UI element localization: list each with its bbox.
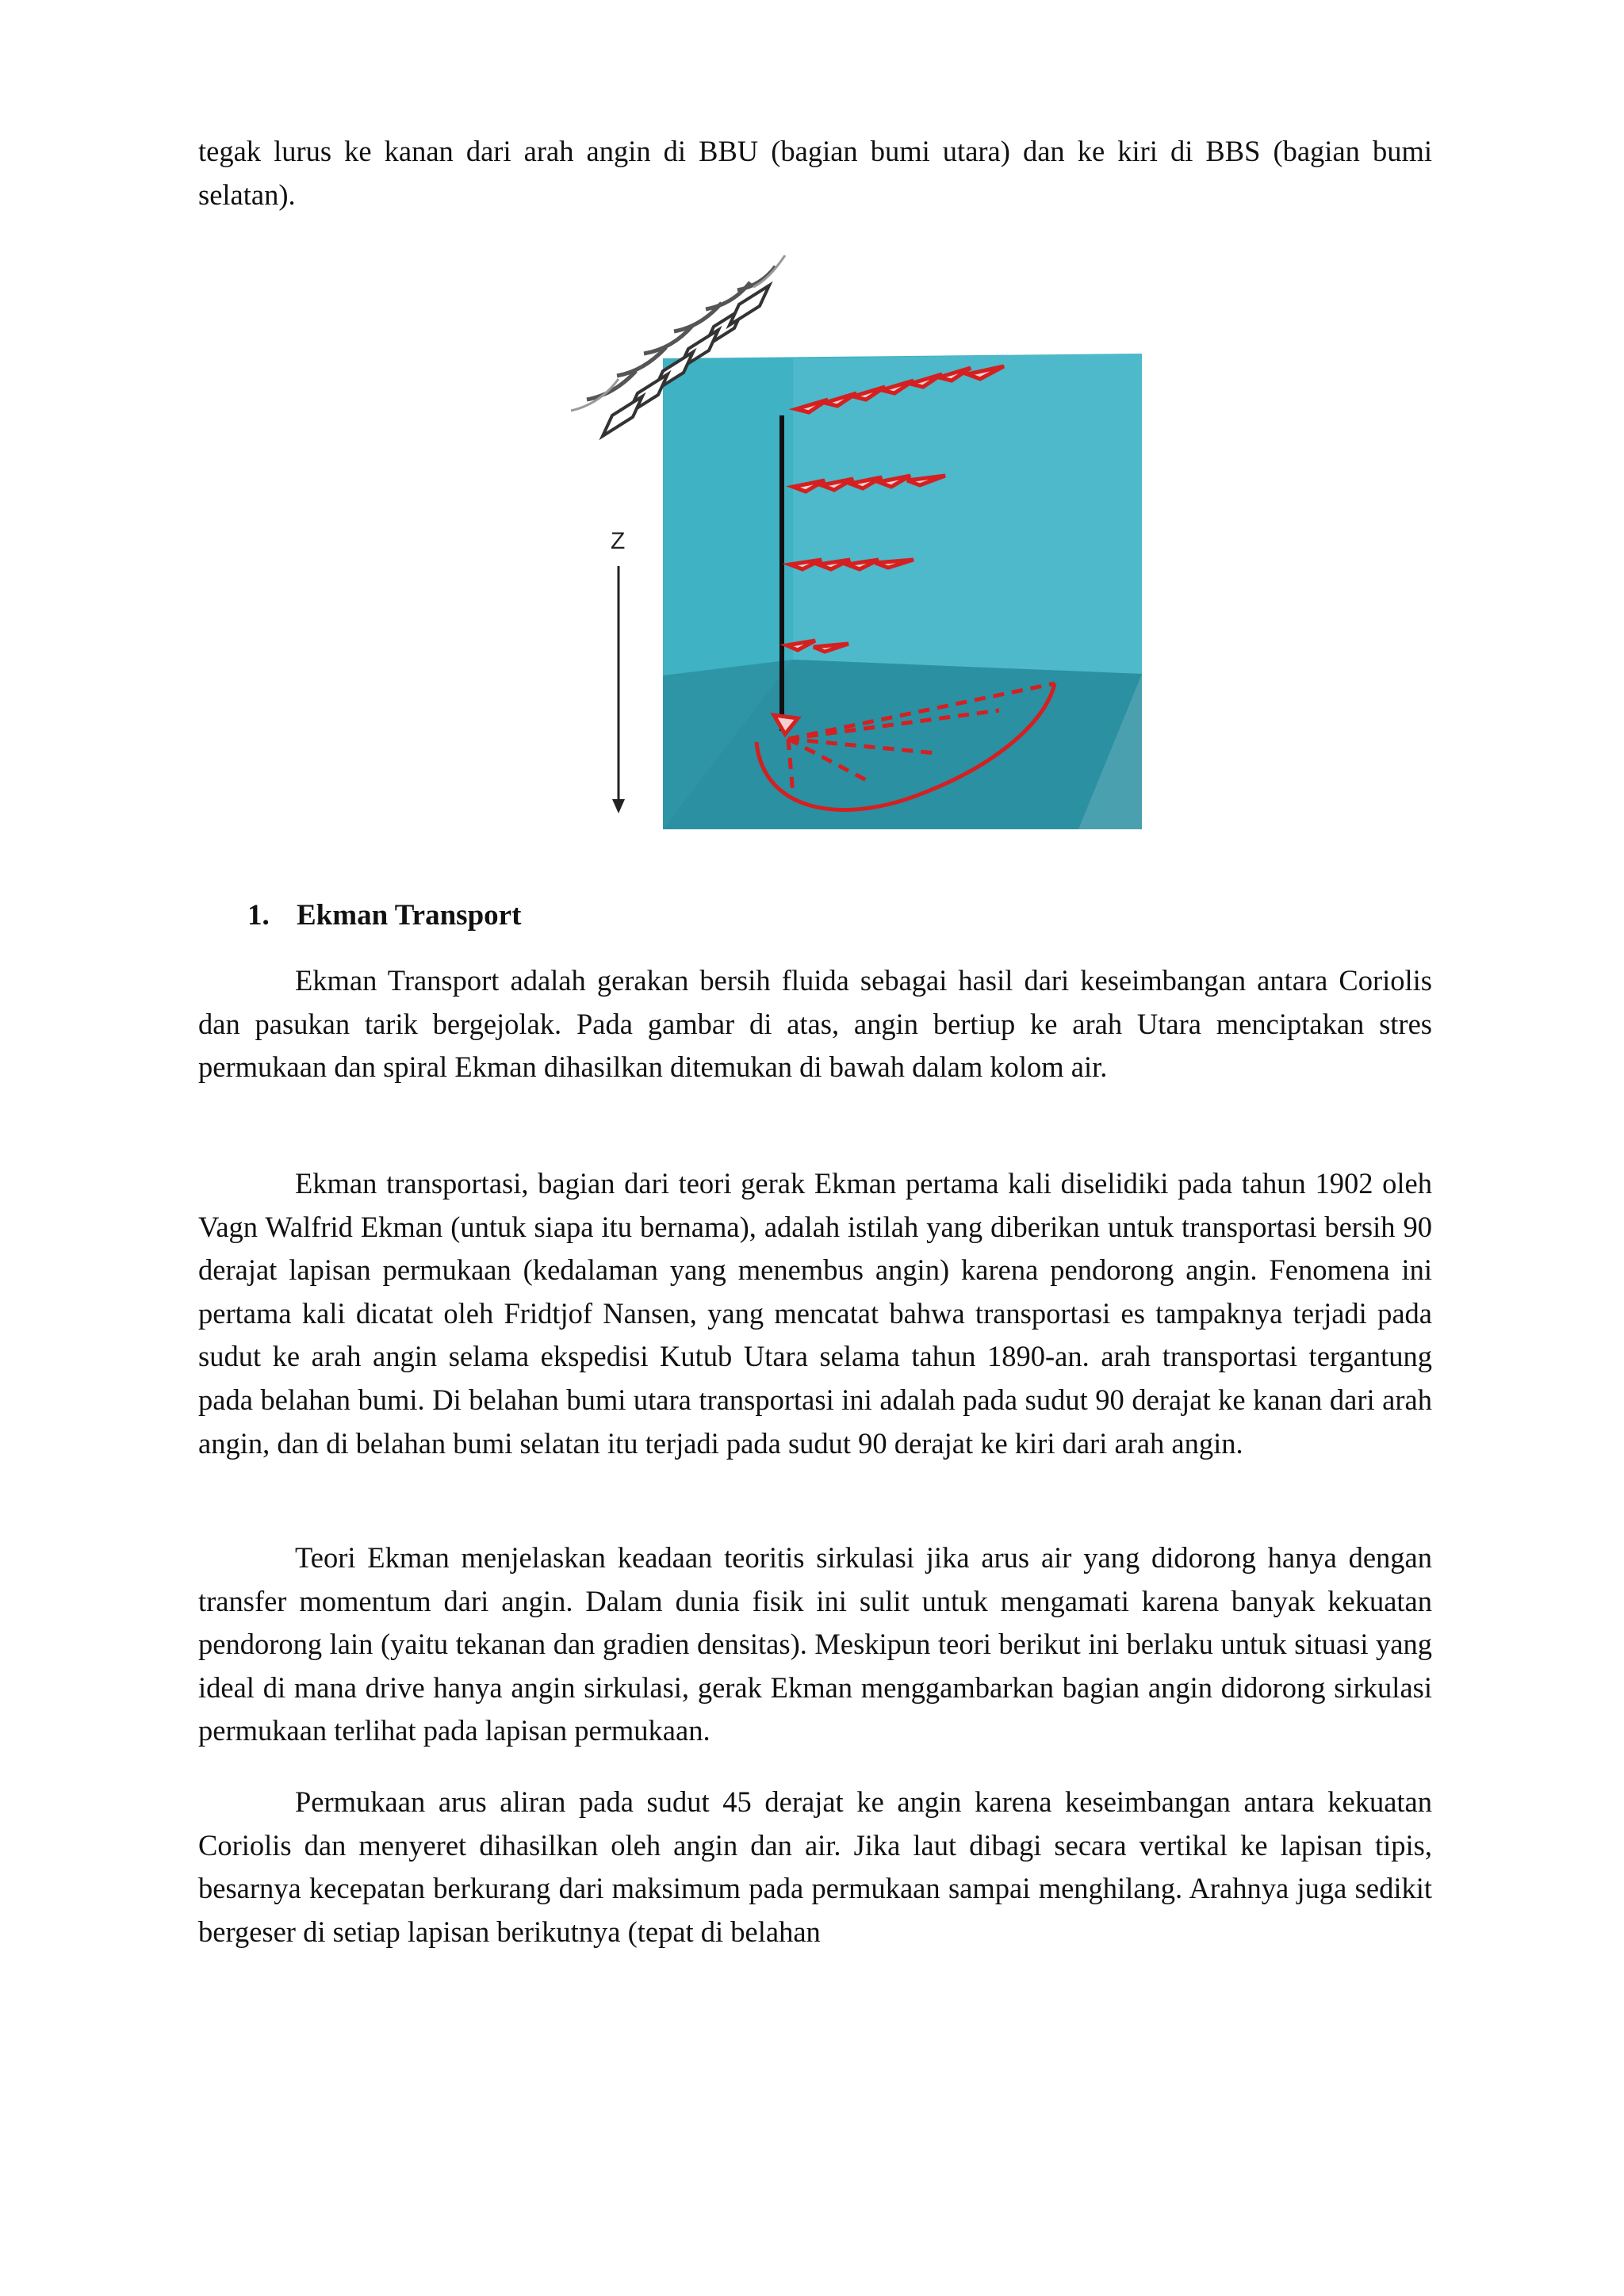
ekman-spiral-illustration xyxy=(555,255,1158,834)
paragraph-4: Permukaan arus aliran pada sudut 45 derajat ke angin karena keseimbangan antara kekuatan Coriolis dan menyeret dihasilkan oleh angin dan air. Jika laut dibagi secara vertikal ke lapisan tipis, besarnya kecepatan berkurang dari maksimum pada permukaan sampai menghilang. Arahnya juga sedikit bergeser di setiap lapisan berikutnya (tepat di belahan xyxy=(198,1785,1432,1948)
paragraph-3: Teori Ekman menjelaskan keadaan teoritis sirkulasi jika arus air yang didorong hanya dengan transfer momentum dari angin. Dalam dunia fisik ini sulit untuk mengamati karena banyak kekuatan pendorong lain (yaitu tekanan dan gradien densitas). Meskipun teori berikut ini berlaku untuk situasi yang ideal di mana drive hanya angin sirkulasi, gerak Ekman menggambarkan bagian angin didorong sirkulasi permukaan terlihat pada lapisan permukaan. xyxy=(198,1541,1432,1747)
depth-axis-arrowhead xyxy=(612,799,625,813)
ekman-spiral-figure xyxy=(555,255,1158,834)
section-heading xyxy=(247,894,521,937)
section-title: Ekman Transport xyxy=(297,899,522,932)
section-number: 1. xyxy=(247,899,270,932)
intro-paragraph: tegak lurus ke kanan dari arah angin di BBU (bagian bumi utara) dan ke kiri di BBS (bagian bumi selatan). xyxy=(198,135,1432,211)
paragraph-1: Ekman Transport adalah gerakan bersih fluida sebagai hasil dari keseimbangan antara Coriolis dan pasukan tarik bergejolak. Pada gambar di atas, angin bertiup ke arah Utara menciptakan stres permukaan dan spiral Ekman dihasilkan ditemukan di bawah dalam kolom air. xyxy=(198,964,1432,1084)
water-bottom-rect xyxy=(663,660,1142,829)
paragraph-2: Ekman transportasi, bagian dari teori gerak Ekman pertama kali diselidiki pada tahun 1902 oleh Vagn Walfrid Ekman (untuk siapa itu bernama), adalah istilah yang diberikan untuk transportasi bersih 90 derajat lapisan permukaan (kedalaman yang menembus angin) karena pendorong angin. Fenomena ini pertama kali dicatat oleh Fridtjof Nansen, yang mencatat bahwa transportasi es tampaknya terjadi pada sudut ke arah angin selama ekspedisi Kutub Utara selama tahun 1890-an. arah transportasi tergantung pada belahan bumi. Di belahan bumi utara transportasi ini adalah pada sudut 90 derajat ke kanan dari arah angin, dan di belahan bumi selatan itu terjadi pada sudut 90 derajat ke kiri dari arah angin. xyxy=(198,1167,1432,1460)
depth-axis-label: Z xyxy=(611,528,626,554)
